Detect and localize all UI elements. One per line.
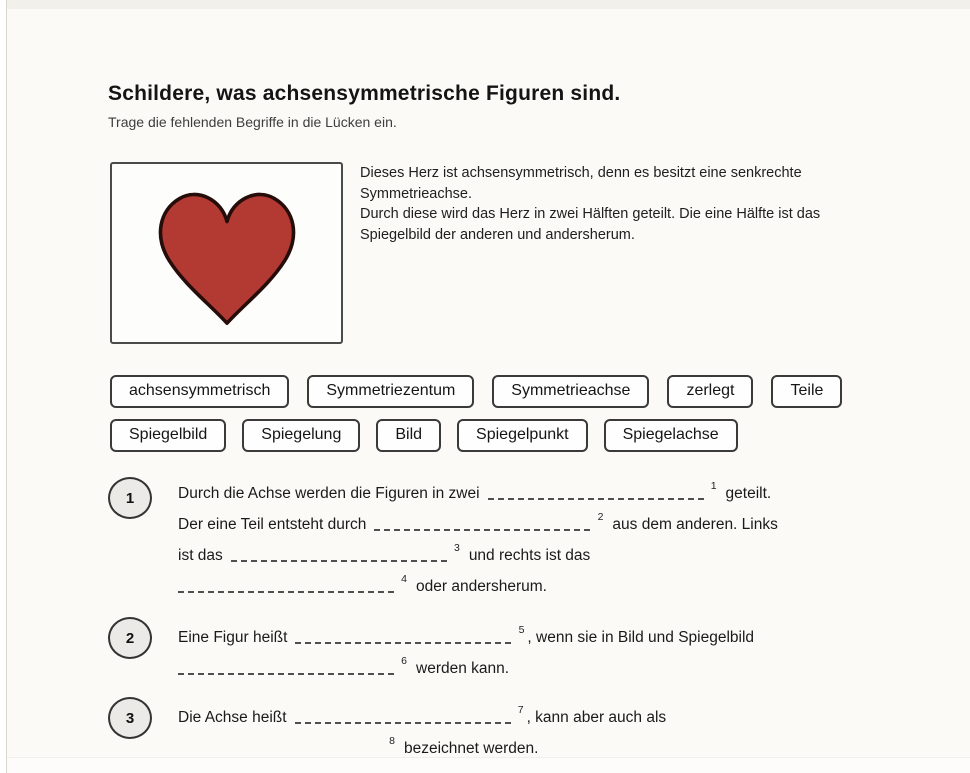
- exercise-line: [178, 540, 898, 571]
- heart-icon: [147, 172, 307, 340]
- blank-line: [178, 591, 394, 593]
- exercise-text: Durch die Achse werden die Figuren in zwei: [178, 485, 480, 502]
- blank-index: 1: [710, 480, 717, 492]
- page-subtitle: Trage die fehlenden Begriffe in die Lücken ein.: [108, 114, 397, 130]
- exercise-3-number-badge: 3: [108, 697, 152, 739]
- exercise-text: Die Achse heißt: [178, 709, 287, 726]
- chip-teile[interactable]: Teile: [771, 375, 842, 408]
- fill-blank-2[interactable]: [374, 511, 604, 529]
- exercise-text: und rechts ist das: [468, 547, 591, 564]
- blank-line: [178, 673, 394, 675]
- word-bank-row-2: [110, 419, 738, 452]
- exercise-text: oder andersherum.: [416, 578, 547, 595]
- exercise-2: [178, 622, 898, 684]
- blank-line: [231, 560, 447, 562]
- chip-spiegelpunkt[interactable]: Spiegelpunkt: [457, 419, 588, 452]
- exercise-text: bezeichnet werden.: [404, 740, 539, 757]
- heart-description-line: Symmetrieachse.: [360, 185, 473, 202]
- exercise-line: [178, 571, 898, 602]
- exercise-text: , wenn sie in Bild und Spiegelbild: [527, 629, 755, 646]
- page-title: Schildere, was achsensymmetrische Figuren sind.: [108, 82, 621, 105]
- heart-description-line: Dieses Herz ist achsensymmetrisch, denn es besitzt eine senkrechte: [360, 165, 802, 181]
- blank-line: [178, 753, 382, 755]
- exercise-text: geteilt.: [725, 485, 772, 502]
- exercise-1: [178, 478, 898, 602]
- chip-spiegelachse[interactable]: Spiegelachse: [604, 419, 738, 452]
- exercise-line: [178, 509, 898, 540]
- page-left-edge: [0, 0, 7, 773]
- exercise-2-number-badge: 2: [108, 617, 152, 659]
- blank-index: 4: [401, 573, 407, 585]
- exercise-text: Der eine Teil entsteht durch: [178, 516, 367, 533]
- heart-description: [360, 163, 935, 245]
- exercise-text: aus dem anderen. Links: [612, 516, 778, 533]
- exercise-line: [178, 653, 898, 684]
- chip-spiegelbild[interactable]: Spiegelbild: [110, 419, 226, 452]
- chip-bild[interactable]: Bild: [376, 419, 441, 452]
- exercise-text: ist das: [178, 547, 223, 564]
- exercise-text: Eine Figur heißt: [178, 629, 288, 646]
- chip-zerlegt[interactable]: zerlegt: [667, 375, 753, 408]
- word-bank-row-1: [110, 375, 842, 408]
- exercise-line: [178, 702, 898, 733]
- exercise-text: , kann aber auch als: [526, 709, 667, 726]
- blank-index: 6: [401, 655, 407, 667]
- blank-index: 2: [597, 511, 604, 523]
- chip-symmetrieachse[interactable]: Symmetrieachse: [492, 375, 649, 408]
- heart-figure-box: [110, 162, 343, 344]
- blank-line: [295, 642, 511, 644]
- fill-blank-7[interactable]: [295, 704, 525, 722]
- exercise-text: werden kann.: [416, 660, 510, 677]
- heart-description-line: Spiegelbild der anderen und andersherum.: [360, 226, 635, 243]
- fill-blank-6[interactable]: [178, 655, 408, 673]
- blank-index: 7: [517, 704, 524, 716]
- fill-blank-1[interactable]: [488, 480, 718, 498]
- blank-index: 8: [389, 735, 395, 747]
- blank-line: [295, 722, 511, 724]
- fill-blank-4[interactable]: [178, 573, 408, 591]
- exercise-line: [178, 733, 898, 764]
- fill-blank-5[interactable]: [295, 624, 525, 642]
- chip-symmetriezentum[interactable]: Symmetriezentum: [307, 375, 474, 408]
- heart-description-line: Durch diese wird das Herz in zwei Hälften geteilt. Die eine Hälfte ist das: [360, 206, 821, 222]
- blank-index: 5: [518, 624, 525, 636]
- chip-spiegelung[interactable]: Spiegelung: [242, 419, 360, 452]
- exercise-line: [178, 478, 898, 509]
- exercise-line: [178, 622, 898, 653]
- fill-blank-3[interactable]: [231, 542, 461, 560]
- blank-line: [374, 529, 590, 531]
- blank-line: [488, 498, 704, 500]
- blank-index: 3: [453, 542, 460, 554]
- exercise-1-number-badge: 1: [108, 477, 152, 519]
- page-top-edge: [7, 0, 970, 9]
- chip-achsensymmetrisch[interactable]: achsensymmetrisch: [110, 375, 289, 408]
- exercise-3: [178, 702, 898, 764]
- fill-blank-8[interactable]: [178, 735, 396, 753]
